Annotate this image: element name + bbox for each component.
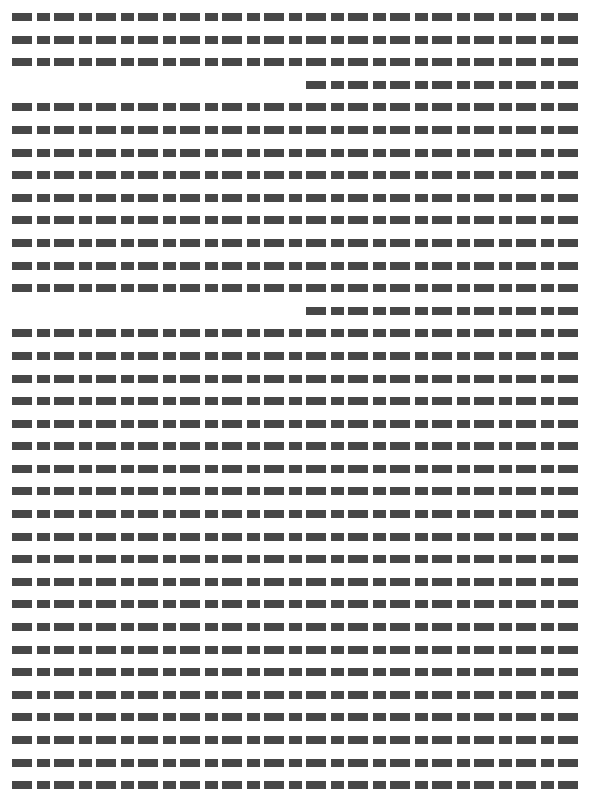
- text-line-20: [10, 435, 578, 458]
- body-text: [10, 6, 578, 797]
- text-line-17: [10, 368, 578, 391]
- text-line-7: [10, 142, 578, 165]
- text-line-9: [10, 187, 578, 210]
- text-line-25: [10, 548, 578, 571]
- text-line-35: [10, 774, 578, 797]
- text-line-27: [10, 593, 578, 616]
- text-line-1: [10, 6, 578, 29]
- text-line-18: [10, 390, 578, 413]
- text-line-32: [10, 706, 578, 729]
- text-line-28: [10, 616, 578, 639]
- text-line-6: [10, 119, 578, 142]
- text-line-33: [10, 729, 578, 752]
- text-line-34: [10, 752, 578, 775]
- text-line-5: [10, 96, 578, 119]
- text-line-10: [10, 209, 578, 232]
- text-line-23: [10, 503, 578, 526]
- text-line-13: [10, 277, 578, 300]
- text-line-22: [10, 480, 578, 503]
- text-line-31: [10, 684, 578, 707]
- text-line-4: [10, 74, 578, 97]
- text-line-16: [10, 345, 578, 368]
- text-line-8: [10, 164, 578, 187]
- text-line-21: [10, 458, 578, 481]
- text-line-15: [10, 322, 578, 345]
- text-line-3: [10, 51, 578, 74]
- text-line-30: [10, 661, 578, 684]
- text-line-24: [10, 526, 578, 549]
- text-line-19: [10, 413, 578, 436]
- text-line-11: [10, 232, 578, 255]
- text-line-2: [10, 29, 578, 52]
- text-line-14: [10, 300, 578, 323]
- text-line-29: [10, 639, 578, 662]
- text-line-26: [10, 571, 578, 594]
- text-line-12: [10, 255, 578, 278]
